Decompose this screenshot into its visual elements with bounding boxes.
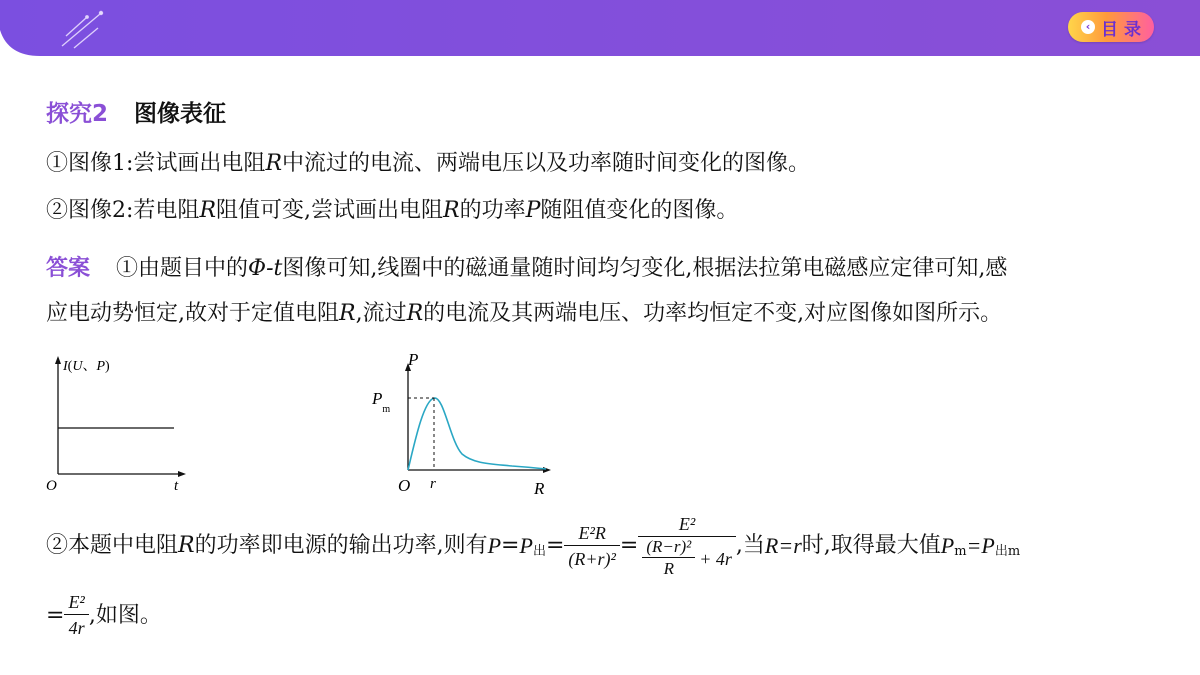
subscript: 出 (532, 544, 546, 559)
question-text: 图像2:若电阻 (68, 198, 200, 223)
answer-text: ,当 (735, 533, 765, 558)
origin-label: O (46, 478, 57, 494)
section-number: 探究2 (46, 101, 109, 127)
fraction-3 (64, 590, 88, 641)
question-2 (46, 195, 738, 227)
equals-sign: = (46, 602, 65, 628)
answer-2-line-1 (46, 512, 1020, 580)
answer-2-line-2 (46, 590, 162, 641)
question-marker: ② (46, 198, 69, 223)
y-axis-label: I(U、P) (63, 359, 110, 374)
answer-text: ,流过 (355, 301, 407, 326)
chevron-left-icon: ‹ (1081, 20, 1095, 34)
var-p: P (487, 533, 502, 558)
x-axis-arrow-icon (543, 467, 551, 473)
toc-label: 目 录 (1101, 19, 1141, 40)
fraction-tail: + 4r (699, 548, 732, 569)
toc-button[interactable] (1068, 12, 1154, 42)
fraction-denominator: R (663, 559, 674, 578)
fraction-denominator: 4r (68, 618, 85, 638)
question-text: 中流过的电流、两端电压以及功率随时间变化的图像。 (282, 151, 811, 176)
section-title: 图像表征 (134, 101, 227, 127)
equals-sign: = (619, 533, 639, 558)
answer-text: 应电动势恒定,故对于定值电阻 (46, 301, 339, 326)
subscript: 出m (994, 544, 1021, 559)
question-text: 阻值可变,尝试画出电阻 (216, 198, 444, 223)
power-curve (408, 398, 546, 470)
condition: R=r (764, 533, 802, 558)
var-r: R (339, 301, 356, 326)
question-marker: ① (46, 151, 69, 176)
var-r: R (406, 301, 424, 326)
equals-p: =P (966, 533, 995, 558)
x-axis-label: t (174, 478, 179, 494)
answer-text: ①由题目中的 (116, 256, 249, 281)
y-axis-arrow-icon (55, 356, 61, 364)
question-text: 的功率 (459, 198, 526, 223)
question-text: 随阻值变化的图像。 (540, 198, 739, 223)
var-p: P (525, 198, 541, 223)
y-axis-label: P (408, 350, 419, 369)
answer-text: 图像可知,线圈中的磁通量随时间均匀变化,根据法拉第电磁感应定律可知,感 (282, 256, 1008, 281)
var-r: R (265, 151, 283, 176)
section-heading (46, 98, 226, 130)
answer-text: 时,取得最大值 (801, 533, 941, 558)
equals-sign: = (501, 533, 520, 558)
subscript: m (954, 544, 967, 559)
fraction-numerator: E²R (578, 522, 606, 543)
var-r: R (199, 198, 217, 223)
x-axis-arrow-icon (178, 471, 186, 477)
pm-label: $P_m$ (372, 389, 391, 415)
fraction-1 (564, 521, 620, 572)
fraction-2 (638, 512, 736, 580)
fraction-numerator: E² (678, 514, 696, 534)
fraction-numerator: E² (68, 592, 85, 612)
answer-line-2 (46, 298, 1002, 330)
answer-text: ,如图。 (88, 602, 162, 628)
question-text: 图像1:尝试画出电阻 (68, 151, 266, 176)
phi-t-symbol: Φ-t (248, 256, 283, 281)
var-r: R (443, 198, 460, 223)
answer-text: 的电流及其两端电压、功率均恒定不变,对应图像如图所示。 (423, 301, 1003, 326)
graph-power-vs-resistance (362, 346, 562, 502)
x-axis-label: R (534, 479, 545, 498)
var-pm: P (940, 533, 955, 558)
answer-line-1 (46, 253, 1007, 285)
answer-label: 答案 (46, 256, 91, 281)
answer-text: 的功率即电源的输出功率,则有 (194, 533, 488, 558)
origin-label: O (398, 476, 411, 495)
equals-sign: = (545, 533, 565, 558)
answer-text: ②本题中电阻 (46, 533, 179, 558)
fraction-denominator: (R+r)² (568, 548, 616, 569)
r-tick-label: r (430, 476, 436, 492)
header-banner (0, 0, 1200, 56)
var-r: R (178, 533, 195, 558)
graph-constant (40, 348, 200, 498)
question-1 (46, 148, 810, 180)
fraction-numerator: (R−r)² (646, 537, 692, 556)
var-p-out: P (519, 533, 533, 558)
